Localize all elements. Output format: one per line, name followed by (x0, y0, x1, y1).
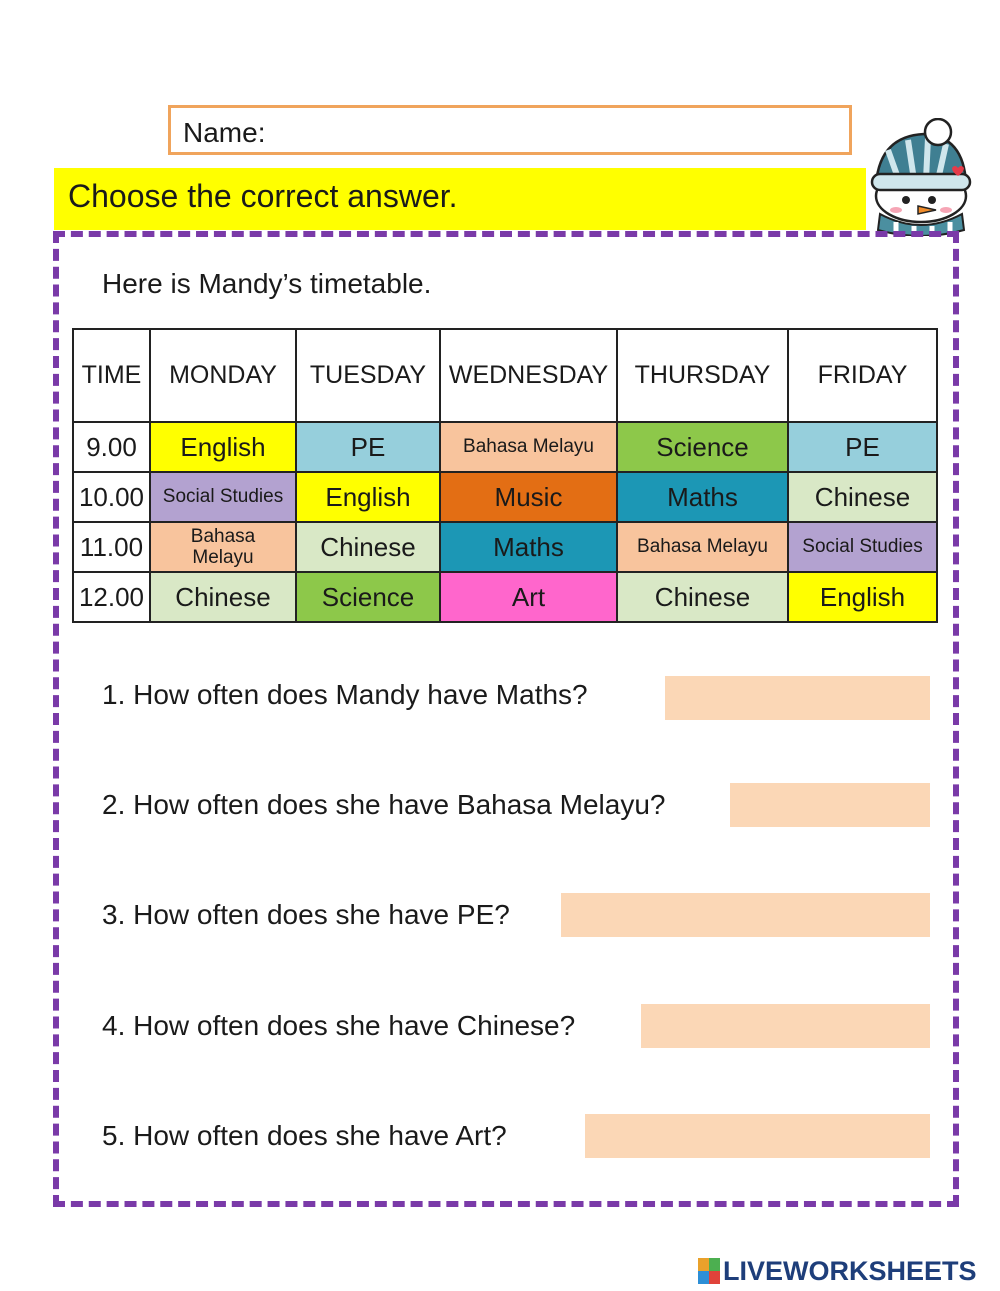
timetable-row (73, 472, 937, 522)
header-friday: FRIDAY (788, 329, 937, 422)
timetable-row (73, 572, 937, 622)
subject-cell: Chinese (617, 572, 788, 622)
logo-text: LIVEWORKSHEETS (723, 1255, 977, 1286)
timetable-row (73, 522, 937, 572)
header-wednesday: WEDNESDAY (440, 329, 617, 422)
answer-box-1[interactable] (665, 676, 930, 720)
question-1: 1. How often does Mandy have Maths? (102, 679, 588, 710)
header-time: TIME (73, 329, 150, 422)
answer-box-3[interactable] (561, 893, 930, 937)
timetable-header-row (73, 329, 937, 422)
timetable (72, 328, 938, 623)
subject-cell: Bahasa Melayu (617, 522, 788, 572)
subject-cell: Bahasa Melayu (150, 522, 296, 572)
snowman-icon (866, 118, 976, 236)
time-cell: 9.00 (73, 422, 150, 472)
answer-box-4[interactable] (641, 1004, 930, 1048)
intro-text: Here is Mandy’s timetable. (102, 268, 432, 299)
timetable-row (73, 422, 937, 472)
header-tuesday: TUESDAY (296, 329, 440, 422)
subject-cell: Science (617, 422, 788, 472)
time-cell: 12.00 (73, 572, 150, 622)
question-2: 2. How often does she have Bahasa Melayu? (102, 789, 666, 820)
liveworksheets-logo (698, 1255, 977, 1287)
subject-cell: Social Studies (150, 472, 296, 522)
subject-cell: Chinese (150, 572, 296, 622)
answer-box-2[interactable] (730, 783, 930, 827)
time-cell: 11.00 (73, 522, 150, 572)
subject-cell: PE (788, 422, 937, 472)
instruction-bar (54, 168, 866, 230)
subject-cell: English (788, 572, 937, 622)
subject-cell: PE (296, 422, 440, 472)
subject-cell: Chinese (788, 472, 937, 522)
subject-cell: Art (440, 572, 617, 622)
question-4: 4. How often does she have Chinese? (102, 1010, 576, 1041)
answer-box-5[interactable] (585, 1114, 930, 1158)
subject-cell: Bahasa Melayu (440, 422, 617, 472)
subject-cell: Music (440, 472, 617, 522)
question-3: 3. How often does she have PE? (102, 899, 510, 930)
question-5: 5. How often does she have Art? (102, 1120, 507, 1151)
subject-cell: Maths (440, 522, 617, 572)
name-field[interactable] (168, 105, 852, 155)
subject-cell: Social Studies (788, 522, 937, 572)
subject-cell: Science (296, 572, 440, 622)
header-thursday: THURSDAY (617, 329, 788, 422)
subject-cell: Chinese (296, 522, 440, 572)
name-label: Name: (183, 117, 266, 148)
header-monday: MONDAY (150, 329, 296, 422)
time-cell: 10.00 (73, 472, 150, 522)
subject-cell: English (296, 472, 440, 522)
instruction-text: Choose the correct answer. (68, 178, 458, 214)
liveworksheets-logo-icon (698, 1258, 720, 1284)
subject-cell: Maths (617, 472, 788, 522)
subject-cell: English (150, 422, 296, 472)
